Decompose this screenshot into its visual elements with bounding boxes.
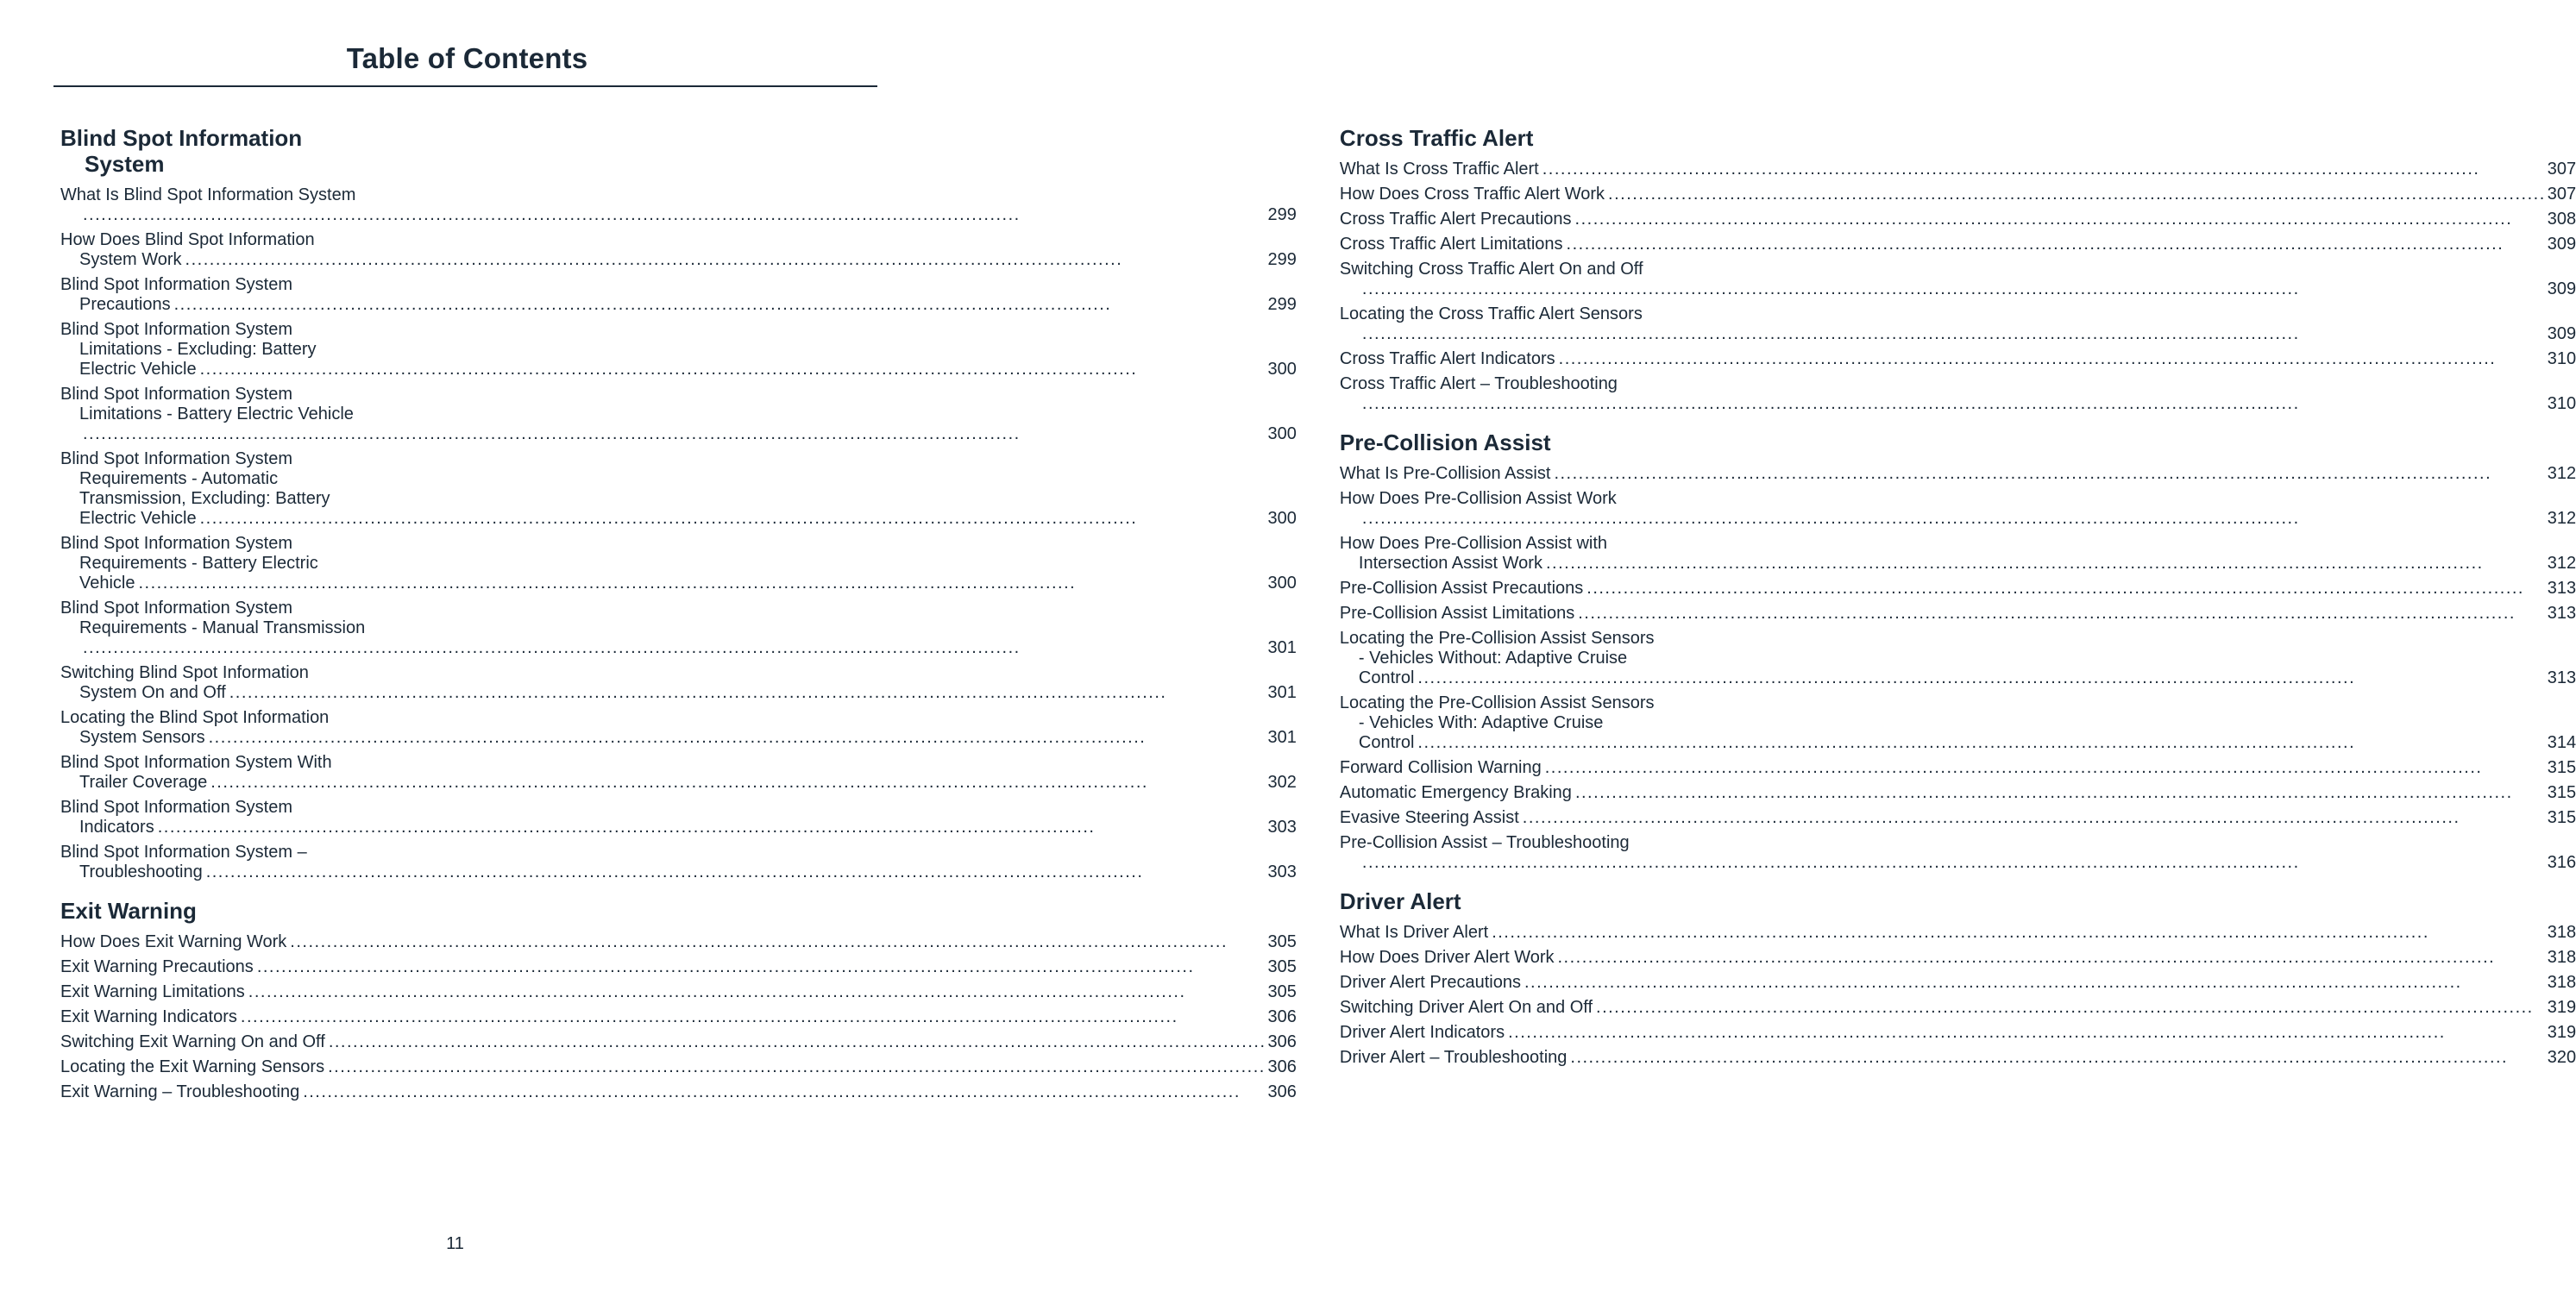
toc-section xyxy=(1340,125,2576,414)
entry-page-number: 300 xyxy=(1267,424,1297,443)
section-heading xyxy=(1340,125,2576,151)
dot-leader xyxy=(139,574,1266,593)
entry-label: Trailer Coverage xyxy=(79,773,208,792)
entry-line xyxy=(1340,668,2576,688)
page-title: Table of Contents xyxy=(346,42,588,74)
entry-line: What Is Blind Spot Information System xyxy=(60,185,356,204)
entry-label: Exit Warning Limitations xyxy=(60,982,245,1001)
entry-page-number: 301 xyxy=(1267,638,1297,657)
toc-entry[interactable] xyxy=(1340,579,2576,599)
entry-label: Exit Warning Precautions xyxy=(60,957,254,976)
entry-page-number: 318 xyxy=(2547,973,2576,992)
toc-entry[interactable] xyxy=(1340,923,2576,943)
entry-page-number: 307 xyxy=(2547,185,2576,204)
entry-line xyxy=(60,728,1297,748)
entry-page-number: 300 xyxy=(1267,574,1297,593)
dot-leader xyxy=(200,509,1266,529)
entry-label: Indicators xyxy=(79,818,154,837)
entry-line xyxy=(1340,973,2576,993)
entry-line xyxy=(1340,783,2576,803)
title-divider xyxy=(53,85,877,87)
entry-page-number: 318 xyxy=(2547,923,2576,942)
entry-page-number: 309 xyxy=(2547,324,2576,343)
entry-page-number: 319 xyxy=(2547,998,2576,1017)
entry-label: How Does Driver Alert Work xyxy=(1339,948,1555,967)
entry-line xyxy=(60,818,1297,837)
dot-leader xyxy=(303,1082,1266,1102)
dot-leader xyxy=(229,683,1266,703)
entry-line xyxy=(60,360,1297,379)
toc-entry[interactable] xyxy=(60,320,1297,379)
entry-line xyxy=(60,1007,1297,1027)
toc-entry[interactable] xyxy=(60,843,1297,882)
entry-line xyxy=(1340,808,2576,828)
entry-label: Electric Vehicle xyxy=(79,360,197,379)
entry-page-number: 313 xyxy=(2547,668,2576,687)
entry-page-number: 320 xyxy=(2547,1048,2576,1067)
entry-page-number: 306 xyxy=(1267,1007,1297,1026)
toc-entry[interactable] xyxy=(60,1082,1297,1102)
dot-leader xyxy=(1554,464,2545,484)
entry-line: Blind Spot Information System xyxy=(60,798,293,817)
entry-line xyxy=(60,957,1297,977)
entry-label: Automatic Emergency Braking xyxy=(1339,783,1572,802)
entry-line: Transmission, Excluding: Battery xyxy=(79,489,330,508)
toc-entry[interactable] xyxy=(60,982,1297,1002)
entry-label: Control xyxy=(1358,668,1415,687)
dot-leader xyxy=(206,862,1266,882)
entry-line xyxy=(1340,279,2576,299)
toc-columns xyxy=(60,125,2576,1107)
entry-label: Cross Traffic Alert Limitations xyxy=(1339,235,1563,254)
dot-leader xyxy=(1362,853,2546,873)
entry-page-number: 305 xyxy=(1267,982,1297,1001)
entry-page-number: 301 xyxy=(1267,683,1297,702)
entry-page-number: 303 xyxy=(1267,862,1297,881)
entry-line xyxy=(60,1082,1297,1102)
entry-label: Driver Alert – Troubleshooting xyxy=(1339,1048,1568,1067)
toc-entry[interactable] xyxy=(1340,534,2576,574)
entry-label: What Is Cross Traffic Alert xyxy=(1339,160,1539,179)
entry-line xyxy=(60,509,1297,529)
entry-line xyxy=(1340,210,2576,229)
entry-line: Cross Traffic Alert – Troubleshooting xyxy=(1339,374,1618,393)
entry-page-number: 303 xyxy=(1267,818,1297,837)
entry-line xyxy=(1340,948,2576,968)
section-heading-line: Pre-Collision Assist xyxy=(1339,430,1551,455)
entry-label: System Work xyxy=(79,250,182,269)
toc-entry[interactable] xyxy=(1340,693,2576,753)
toc-entry[interactable] xyxy=(1340,998,2576,1018)
entry-line: - Vehicles Without: Adaptive Cruise xyxy=(1358,649,1628,668)
dot-leader xyxy=(1508,1023,2546,1043)
entry-page-number: 305 xyxy=(1267,932,1297,951)
entry-line xyxy=(1340,853,2576,873)
entry-line xyxy=(1340,733,2576,753)
entry-line xyxy=(60,683,1297,703)
dot-leader xyxy=(1575,783,2546,803)
toc-entry[interactable] xyxy=(1340,235,2576,254)
entry-label: Exit Warning – Troubleshooting xyxy=(60,1082,300,1101)
entry-label: Switching Exit Warning On and Off xyxy=(60,1032,325,1051)
entry-label: Cross Traffic Alert Indicators xyxy=(1339,349,1555,368)
entry-line xyxy=(1340,235,2576,254)
entry-line xyxy=(60,773,1297,793)
entry-page-number: 318 xyxy=(2547,948,2576,967)
entry-line: How Does Blind Spot Information xyxy=(60,230,315,249)
entry-line: Limitations - Battery Electric Vehicle xyxy=(79,405,354,423)
dot-leader xyxy=(209,728,1266,748)
entry-line xyxy=(60,1032,1297,1052)
dot-leader xyxy=(1417,733,2545,753)
dot-leader xyxy=(328,1057,1266,1077)
entry-label: How Does Exit Warning Work xyxy=(60,932,287,951)
entry-line: Requirements - Battery Electric xyxy=(79,554,318,573)
entry-page-number: 299 xyxy=(1267,205,1297,224)
toc-entry[interactable] xyxy=(1340,783,2576,803)
dot-leader xyxy=(1545,758,2546,778)
toc-entry[interactable] xyxy=(60,1057,1297,1077)
entry-line: How Does Pre-Collision Assist Work xyxy=(1339,489,1617,508)
dot-leader xyxy=(83,638,1266,658)
entry-page-number: 309 xyxy=(2547,235,2576,254)
dot-leader xyxy=(1559,349,2546,369)
entry-page-number: 316 xyxy=(2547,853,2576,872)
entry-line xyxy=(1340,758,2576,778)
entry-line: Blind Spot Information System xyxy=(60,534,293,553)
entry-line xyxy=(60,295,1297,315)
entry-page-number: 313 xyxy=(2547,579,2576,598)
entry-page-number: 315 xyxy=(2547,758,2576,777)
dot-leader xyxy=(1417,668,2545,688)
entry-page-number: 312 xyxy=(2547,554,2576,573)
entry-label: Intersection Assist Work xyxy=(1358,554,1542,573)
toc-entry[interactable] xyxy=(60,753,1297,793)
entry-line: Locating the Cross Traffic Alert Sensors xyxy=(1339,304,1643,323)
entry-line: Limitations - Excluding: Battery xyxy=(79,340,317,359)
entry-page-number: 312 xyxy=(2547,509,2576,528)
toc-section xyxy=(60,125,1297,882)
entry-line: Blind Spot Information System xyxy=(60,599,293,618)
toc-entry[interactable] xyxy=(60,932,1297,952)
toc-entry[interactable] xyxy=(1340,973,2576,993)
dot-leader xyxy=(1546,554,2546,574)
entry-page-number: 300 xyxy=(1267,360,1297,379)
toc-entry[interactable] xyxy=(1340,1048,2576,1068)
entry-line xyxy=(60,1057,1297,1077)
toc-entry[interactable] xyxy=(1340,489,2576,529)
entry-line xyxy=(1340,324,2576,344)
entry-label: What Is Driver Alert xyxy=(1339,923,1489,942)
entry-page-number: 314 xyxy=(2547,733,2576,752)
dot-leader xyxy=(1575,210,2546,229)
toc-entry[interactable] xyxy=(1340,833,2576,873)
entry-line: - Vehicles With: Adaptive Cruise xyxy=(1358,713,1604,732)
entry-page-number: 312 xyxy=(2547,464,2576,483)
entry-label: Forward Collision Warning xyxy=(1339,758,1542,777)
toc-entry[interactable] xyxy=(1340,160,2576,179)
toc-section xyxy=(1340,430,2576,873)
toc-page xyxy=(0,42,2576,1292)
dot-leader xyxy=(1596,998,2546,1018)
entry-page-number: 306 xyxy=(1267,1057,1297,1076)
entry-line: Pre-Collision Assist – Troubleshooting xyxy=(1339,833,1630,852)
toc-entry[interactable] xyxy=(60,385,1297,444)
entry-label: Driver Alert Precautions xyxy=(1339,973,1521,992)
section-heading-line: System xyxy=(85,151,165,177)
entry-page-number: 306 xyxy=(1267,1082,1297,1101)
entry-line: Blind Spot Information System With xyxy=(60,753,332,772)
dot-leader xyxy=(1362,324,2546,344)
entry-line: Requirements - Manual Transmission xyxy=(79,618,366,637)
entry-line xyxy=(60,205,1297,225)
dot-leader xyxy=(1558,948,2546,968)
dot-leader xyxy=(1524,973,2546,993)
entry-line xyxy=(1340,185,2576,204)
toc-entry[interactable] xyxy=(1340,210,2576,229)
toc-entry[interactable] xyxy=(1340,1023,2576,1043)
toc-entry[interactable] xyxy=(60,534,1297,593)
dot-leader xyxy=(83,205,1266,225)
entry-page-number: 302 xyxy=(1267,773,1297,792)
entry-label: System Sensors xyxy=(79,728,205,747)
entry-page-number: 300 xyxy=(1267,509,1297,528)
dot-leader xyxy=(329,1032,1266,1052)
entry-line: Blind Spot Information System xyxy=(60,275,293,294)
entry-line: Blind Spot Information System xyxy=(60,385,293,404)
entry-page-number: 308 xyxy=(2547,210,2576,229)
entry-label: Switching Driver Alert On and Off xyxy=(1339,998,1593,1017)
toc-entry[interactable] xyxy=(60,185,1297,225)
toc-entry[interactable] xyxy=(1340,758,2576,778)
dot-leader xyxy=(1570,1048,2545,1068)
dot-leader xyxy=(1542,160,2546,179)
dot-leader xyxy=(290,932,1266,952)
entry-label: How Does Cross Traffic Alert Work xyxy=(1339,185,1605,204)
section-heading-line: Driver Alert xyxy=(1339,888,1461,914)
entry-label: Exit Warning Indicators xyxy=(60,1007,237,1026)
entry-line xyxy=(60,862,1297,882)
dot-leader xyxy=(1362,509,2546,529)
entry-line xyxy=(1340,394,2576,414)
toc-entry[interactable] xyxy=(60,275,1297,315)
entry-label: Troubleshooting xyxy=(79,862,203,881)
entry-label: Cross Traffic Alert Precautions xyxy=(1339,210,1572,229)
entry-label: Evasive Steering Assist xyxy=(1339,808,1519,827)
entry-page-number: 307 xyxy=(2547,160,2576,179)
entry-page-number: 306 xyxy=(1267,1032,1297,1051)
entry-line xyxy=(1340,1048,2576,1068)
entry-line xyxy=(1340,998,2576,1018)
dot-leader xyxy=(1362,279,2546,299)
toc-entry[interactable] xyxy=(1340,260,2576,299)
entry-line: Switching Blind Spot Information xyxy=(60,663,309,682)
dot-leader xyxy=(185,250,1266,270)
dot-leader xyxy=(1362,394,2546,414)
entry-line xyxy=(1340,509,2576,529)
toc-entry[interactable] xyxy=(1340,604,2576,624)
toc-entry[interactable] xyxy=(60,449,1297,529)
section-heading xyxy=(1340,430,2576,455)
dot-leader xyxy=(1523,808,2546,828)
entry-page-number: 299 xyxy=(1267,250,1297,269)
dot-leader xyxy=(174,295,1266,315)
toc-entry[interactable] xyxy=(60,599,1297,658)
entry-line xyxy=(60,424,1297,444)
entry-line xyxy=(1340,1023,2576,1043)
toc-entry[interactable] xyxy=(1340,808,2576,828)
entry-line xyxy=(1340,923,2576,943)
section-heading xyxy=(60,898,1297,924)
entry-line: Blind Spot Information System – xyxy=(60,843,307,862)
toc-entry[interactable] xyxy=(60,957,1297,977)
entry-line: Locating the Blind Spot Information xyxy=(60,708,330,727)
entry-line: How Does Pre-Collision Assist with xyxy=(1339,534,1608,553)
entry-page-number: 309 xyxy=(2547,279,2576,298)
dot-leader xyxy=(210,773,1266,793)
entry-label: What Is Pre-Collision Assist xyxy=(1339,464,1551,483)
entry-page-number: 315 xyxy=(2547,808,2576,827)
entry-page-number: 305 xyxy=(1267,957,1297,976)
entry-line: Blind Spot Information System xyxy=(60,320,293,339)
entry-label: Pre-Collision Assist Precautions xyxy=(1339,579,1584,598)
entry-line xyxy=(60,932,1297,952)
entry-label: System On and Off xyxy=(79,683,226,702)
entry-line xyxy=(60,574,1297,593)
entry-line xyxy=(60,250,1297,270)
toc-entry[interactable] xyxy=(1340,629,2576,688)
entry-line xyxy=(60,638,1297,658)
toc-entry[interactable] xyxy=(1340,464,2576,484)
entry-line xyxy=(1340,579,2576,599)
toc-entry[interactable] xyxy=(1340,948,2576,968)
toc-section xyxy=(60,898,1297,1102)
toc-entry[interactable] xyxy=(60,798,1297,837)
entry-line: Blind Spot Information System xyxy=(60,449,293,468)
toc-entry[interactable] xyxy=(1340,304,2576,344)
entry-line xyxy=(1340,604,2576,624)
entry-label: Electric Vehicle xyxy=(79,509,197,528)
toc-column-right xyxy=(1340,125,2576,1073)
entry-line xyxy=(1340,160,2576,179)
entry-line: Switching Cross Traffic Alert On and Off xyxy=(1339,260,1643,279)
entry-line xyxy=(1340,554,2576,574)
dot-leader xyxy=(1567,235,2546,254)
entry-page-number: 310 xyxy=(2547,394,2576,413)
entry-label: Driver Alert Indicators xyxy=(1339,1023,1505,1042)
entry-label: Pre-Collision Assist Limitations xyxy=(1339,604,1575,623)
entry-line: Requirements - Automatic xyxy=(79,469,279,488)
toc-entry[interactable] xyxy=(1340,349,2576,369)
dot-leader xyxy=(241,1007,1266,1027)
entry-page-number: 319 xyxy=(2547,1023,2576,1042)
toc-entry[interactable] xyxy=(60,1007,1297,1027)
entry-label: Control xyxy=(1358,733,1415,752)
toc-entry[interactable] xyxy=(1340,374,2576,414)
entry-label: Precautions xyxy=(79,295,171,314)
entry-page-number: 299 xyxy=(1267,295,1297,314)
section-heading-line: Cross Traffic Alert xyxy=(1339,125,1534,151)
dot-leader xyxy=(1586,579,2546,599)
toc-section xyxy=(1340,888,2576,1068)
dot-leader xyxy=(1578,604,2546,624)
section-heading-line: Blind Spot Information xyxy=(60,125,303,151)
dot-leader xyxy=(1608,185,2546,204)
page-number: 11 xyxy=(446,1234,464,1253)
toc-column-left xyxy=(60,125,1297,1107)
toc-entry[interactable] xyxy=(1340,185,2576,204)
toc-entry[interactable] xyxy=(60,1032,1297,1052)
section-heading xyxy=(60,125,1297,177)
entry-line: Locating the Pre-Collision Assist Sensors xyxy=(1339,629,1655,648)
entry-page-number: 310 xyxy=(2547,349,2576,368)
dot-leader xyxy=(1492,923,2546,943)
dot-leader xyxy=(83,424,1266,444)
dot-leader xyxy=(158,818,1266,837)
section-heading-line: Exit Warning xyxy=(60,898,197,924)
dot-leader xyxy=(200,360,1266,379)
entry-label: Vehicle xyxy=(79,574,135,593)
toc-entry[interactable] xyxy=(60,663,1297,703)
entry-line xyxy=(60,982,1297,1002)
entry-line: Locating the Pre-Collision Assist Sensors xyxy=(1339,693,1655,712)
entry-page-number: 315 xyxy=(2547,783,2576,802)
entry-line xyxy=(1340,349,2576,369)
toc-entry[interactable] xyxy=(60,230,1297,270)
entry-label: Locating the Exit Warning Sensors xyxy=(60,1057,325,1076)
dot-leader xyxy=(257,957,1266,977)
dot-leader xyxy=(248,982,1266,1002)
entry-page-number: 313 xyxy=(2547,604,2576,623)
toc-entry[interactable] xyxy=(60,708,1297,748)
entry-line xyxy=(1340,464,2576,484)
entry-page-number: 301 xyxy=(1267,728,1297,747)
section-heading xyxy=(1340,888,2576,914)
